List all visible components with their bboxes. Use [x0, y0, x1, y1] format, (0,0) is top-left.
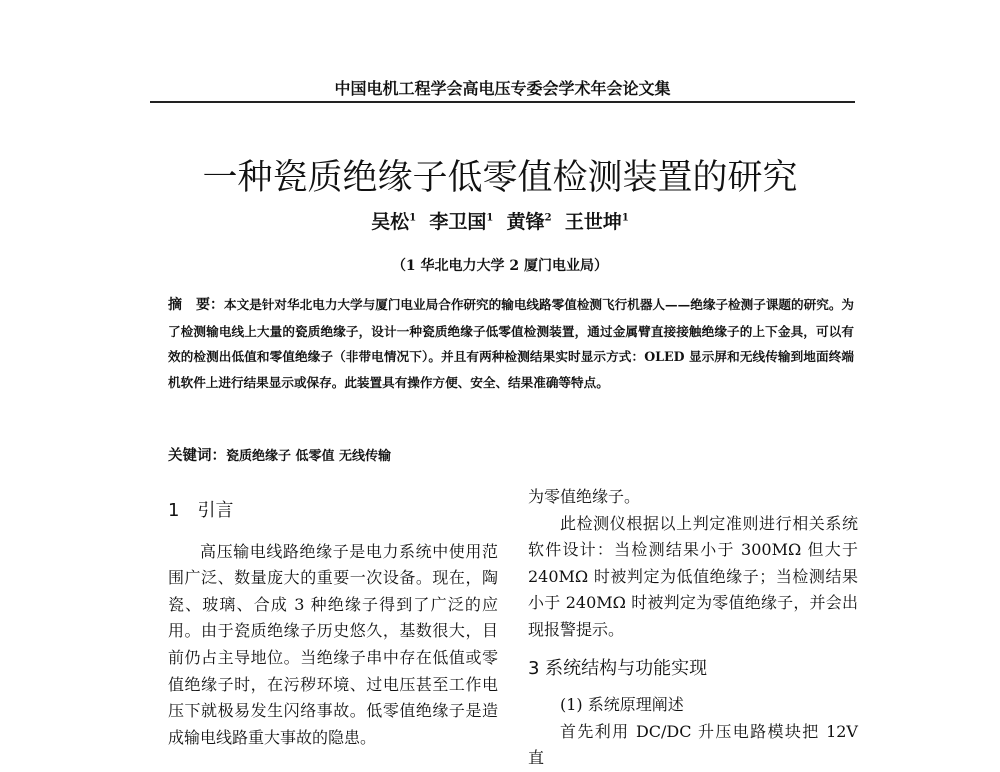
author: 黄锋	[506, 211, 545, 233]
author-affiliation-mark: 1	[409, 212, 417, 224]
header-rule	[150, 101, 855, 103]
keywords-label: 关键词：	[168, 447, 226, 464]
subsection-heading: (1) 系统原理阐述	[560, 695, 684, 715]
right-column	[528, 484, 858, 772]
paragraph: 为零值绝缘子。	[528, 487, 641, 506]
paragraph: 首先利用 DC/DC 升压电路模块把 12V 直	[528, 721, 858, 768]
author-affiliation-mark: 1	[486, 212, 494, 224]
section-heading: 1 引言	[168, 500, 234, 521]
paper-title: 一种瓷质绝缘子低零值检测装置的研究	[202, 158, 798, 198]
author-affiliation-mark: 1	[621, 212, 629, 224]
affiliations: （1 华北电力大学 2 厦门电业局）	[391, 258, 609, 274]
keywords-text: 瓷质绝缘子 低零值 无线传输	[226, 449, 392, 464]
author: 李卫国	[429, 211, 487, 233]
section-heading: 3 系统结构与功能实现	[528, 657, 708, 679]
paragraph: 此检测仪根据以上判定准则进行相关系统软件设计：当检测结果小于 300MΩ 但大于 240MΩ 时被判定为低值绝缘子；当检测结果小于 240MΩ 时被判定为零值绝缘子，并会出现报警提示。	[528, 513, 858, 639]
author-affiliation-mark: 2	[544, 212, 552, 224]
author-list	[0, 207, 1000, 234]
author: 吴松	[371, 211, 410, 233]
left-column	[168, 498, 498, 751]
keywords	[168, 444, 391, 465]
author: 王世坤	[564, 211, 622, 233]
abstract-text: 本文是针对华北电力大学与厦门电业局合作研究的输电线路零值检测飞行机器人——绝缘子检测子课题的研究。为了检测输电线上大量的瓷质绝缘子，设计一种瓷质绝缘子低零值检测装置，通过金属臂直接接触绝缘子的上下金具，可以有效的检测出低值和零值绝缘子（非带电情况下）。并且有两种检测结果实时显示方式：OLED 显示屏和无线传输到地面终端机软件上进行结果显示或保存。此装置具有操作方便、安全、结果准确等特点。	[168, 297, 855, 390]
running-header: 中国电机工程学会高电压专委会学术年会论文集	[334, 79, 671, 98]
abstract-label: 摘 要：	[168, 297, 225, 313]
paragraph: 高压输电线路绝缘子是电力系统中使用范围广泛、数量庞大的重要一次设备。现在，陶瓷、玻璃、合成 3 种绝缘子得到了广泛的应用。由于瓷质绝缘子历史悠久，基数很大，目前仍占主导地位。当绝缘子串中存在低值或零值绝缘子时，在污秽环境、过电压甚至工作电压下就极易发生闪络事故。低零值绝缘子是造成输电线路重大事故的隐患。	[168, 541, 498, 747]
abstract	[168, 292, 854, 395]
